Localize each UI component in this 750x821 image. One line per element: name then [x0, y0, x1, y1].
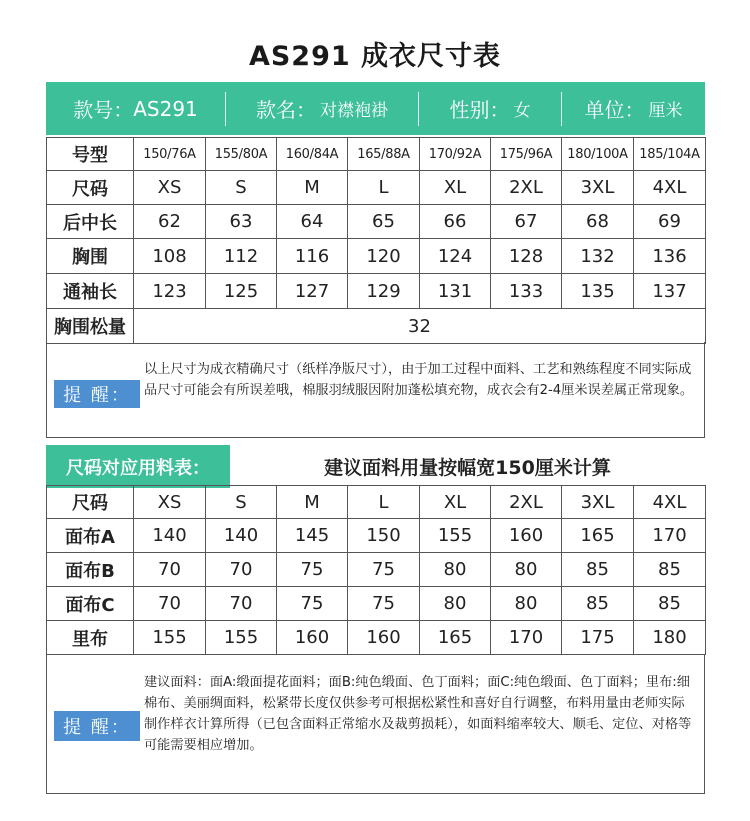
unit-cell: [562, 82, 705, 135]
size-cell: M: [277, 486, 348, 519]
value-cell: 145: [277, 519, 348, 553]
value-cell: 75: [277, 553, 348, 587]
fabric-header-title: 尺码对应用料表：: [46, 445, 230, 488]
sleeve-row: [47, 274, 706, 309]
value-cell: 124: [420, 239, 491, 274]
size-cell: 4XL: [634, 171, 706, 205]
model-cell: 175/96A: [491, 138, 562, 171]
size-cell: S: [206, 486, 277, 519]
note-text: 建议面料：面A:缎面提花面料；面B:纯色缎面、色丁面料；面C:纯色缎面、色丁面料；里布:细棉布、美丽绸面料，松紧带长度仅供参考可根据松紧性和喜好自行调整，布料用量由老师实际制作样衣计算所得（已包含面料正常缩水及裁剪损耗），如面料缩率较大、顺毛、定位、对格等可能需要相应增加。: [144, 675, 692, 753]
value-cell: 108: [134, 239, 206, 274]
value-cell: 64: [277, 205, 348, 239]
row-header: 里布: [47, 621, 134, 655]
value-cell: 70: [134, 587, 206, 621]
gender-label: 性别：: [449, 98, 510, 122]
model-cell: 155/80A: [206, 138, 277, 171]
lining-row: [47, 621, 706, 655]
value-cell: 68: [562, 205, 634, 239]
size-cell: 2XL: [491, 171, 562, 205]
row-header: 面布A: [47, 519, 134, 553]
model-cell: 150/76A: [134, 138, 206, 171]
model-cell: 185/104A: [634, 138, 706, 171]
row-header: 尺码: [47, 171, 134, 205]
value-cell: 160: [348, 621, 420, 655]
value-cell: 155: [420, 519, 491, 553]
back-length-row: [47, 205, 706, 239]
value-cell: 150: [348, 519, 420, 553]
style-name-label: 款名：: [256, 98, 316, 122]
value-cell: 75: [348, 553, 420, 587]
row-header: 面布B: [47, 553, 134, 587]
header-bar: [46, 82, 705, 135]
ease-value: 32: [134, 309, 706, 344]
row-header: 通袖长: [47, 274, 134, 309]
style-number-cell: [46, 82, 225, 135]
value-cell: 67: [491, 205, 562, 239]
fabric-c-row: [47, 587, 706, 621]
value-cell: 65: [348, 205, 420, 239]
page-title: AS291 成衣尺寸表: [248, 41, 502, 72]
value-cell: 135: [562, 274, 634, 309]
value-cell: 85: [562, 553, 634, 587]
value-cell: 62: [134, 205, 206, 239]
model-cell: 180/100A: [562, 138, 634, 171]
row-header: 尺码: [47, 486, 134, 519]
value-cell: 69: [634, 205, 706, 239]
value-cell: 80: [491, 587, 562, 621]
ease-row: [47, 309, 706, 344]
style-number-value: AS291: [133, 96, 198, 121]
note-tag: 提 醒：: [54, 380, 140, 408]
fabric-a-row: [47, 519, 706, 553]
value-cell: 155: [206, 621, 277, 655]
row-header: 面布C: [47, 587, 134, 621]
value-cell: 165: [420, 621, 491, 655]
unit-label: 单位：: [584, 98, 645, 122]
value-cell: 70: [206, 553, 277, 587]
value-cell: 80: [420, 553, 491, 587]
gender-cell: [419, 82, 561, 135]
row-header: 胸围: [47, 239, 134, 274]
style-number-label: 款号：: [73, 98, 134, 122]
value-cell: 160: [491, 519, 562, 553]
note-box-size: [46, 342, 705, 438]
size-row: [47, 171, 706, 205]
value-cell: 85: [634, 587, 706, 621]
value-cell: 137: [634, 274, 706, 309]
size-cell: S: [206, 171, 277, 205]
value-cell: 140: [206, 519, 277, 553]
value-cell: 155: [134, 621, 206, 655]
value-cell: 70: [206, 587, 277, 621]
value-cell: 129: [348, 274, 420, 309]
note-text: 以上尺寸为成衣精确尺寸（纸样净版尺寸），由于加工过程中面料、工艺和熟练程度不同实际成品尺寸可能会有所误差哦，棉服羽绒服因附加蓬松填充物，成衣会有2-4厘米误差属正常现象。: [144, 362, 694, 398]
size-cell: L: [348, 171, 420, 205]
value-cell: 175: [562, 621, 634, 655]
size-cell: 3XL: [562, 486, 634, 519]
value-cell: 80: [420, 587, 491, 621]
value-cell: 75: [348, 587, 420, 621]
note-tag: 提 醒：: [54, 711, 140, 741]
value-cell: 66: [420, 205, 491, 239]
value-cell: 85: [562, 587, 634, 621]
value-cell: 70: [134, 553, 206, 587]
model-cell: 170/92A: [420, 138, 491, 171]
fabric-header-note: 建议面料用量按幅宽150厘米计算: [324, 457, 611, 479]
row-header: 号型: [47, 138, 134, 171]
value-cell: 75: [277, 587, 348, 621]
size-cell: L: [348, 486, 420, 519]
value-cell: 127: [277, 274, 348, 309]
bust-row: [47, 239, 706, 274]
value-cell: 170: [634, 519, 706, 553]
value-cell: 165: [562, 519, 634, 553]
value-cell: 63: [206, 205, 277, 239]
model-row: [47, 138, 706, 171]
size-cell: XL: [420, 171, 491, 205]
value-cell: 132: [562, 239, 634, 274]
fabric-b-row: [47, 553, 706, 587]
value-cell: 140: [134, 519, 206, 553]
model-cell: 160/84A: [277, 138, 348, 171]
size-cell: XL: [420, 486, 491, 519]
fabric-header: [46, 445, 705, 488]
size-cell: 4XL: [634, 486, 706, 519]
value-cell: 125: [206, 274, 277, 309]
value-cell: 128: [491, 239, 562, 274]
value-cell: 170: [491, 621, 562, 655]
style-name-cell: [226, 82, 418, 135]
style-name-value: 对襟袍褂: [320, 101, 388, 121]
value-cell: 160: [277, 621, 348, 655]
size-cell: 2XL: [491, 486, 562, 519]
value-cell: 133: [491, 274, 562, 309]
size-cell: XS: [134, 486, 206, 519]
size-cell: 3XL: [562, 171, 634, 205]
fabric-size-row: [47, 486, 706, 519]
value-cell: 80: [491, 553, 562, 587]
row-header: 胸围松量: [47, 309, 134, 344]
size-cell: M: [277, 171, 348, 205]
model-cell: 165/88A: [348, 138, 420, 171]
value-cell: 131: [420, 274, 491, 309]
value-cell: 180: [634, 621, 706, 655]
value-cell: 120: [348, 239, 420, 274]
size-chart-table: [46, 137, 706, 344]
value-cell: 85: [634, 553, 706, 587]
value-cell: 116: [277, 239, 348, 274]
note-box-fabric: [46, 655, 705, 794]
value-cell: 112: [206, 239, 277, 274]
unit-value: 厘米: [648, 101, 683, 121]
value-cell: 136: [634, 239, 706, 274]
fabric-usage-table: [46, 485, 706, 655]
gender-value: 女: [513, 101, 531, 121]
row-header: 后中长: [47, 205, 134, 239]
value-cell: 123: [134, 274, 206, 309]
size-cell: XS: [134, 171, 206, 205]
